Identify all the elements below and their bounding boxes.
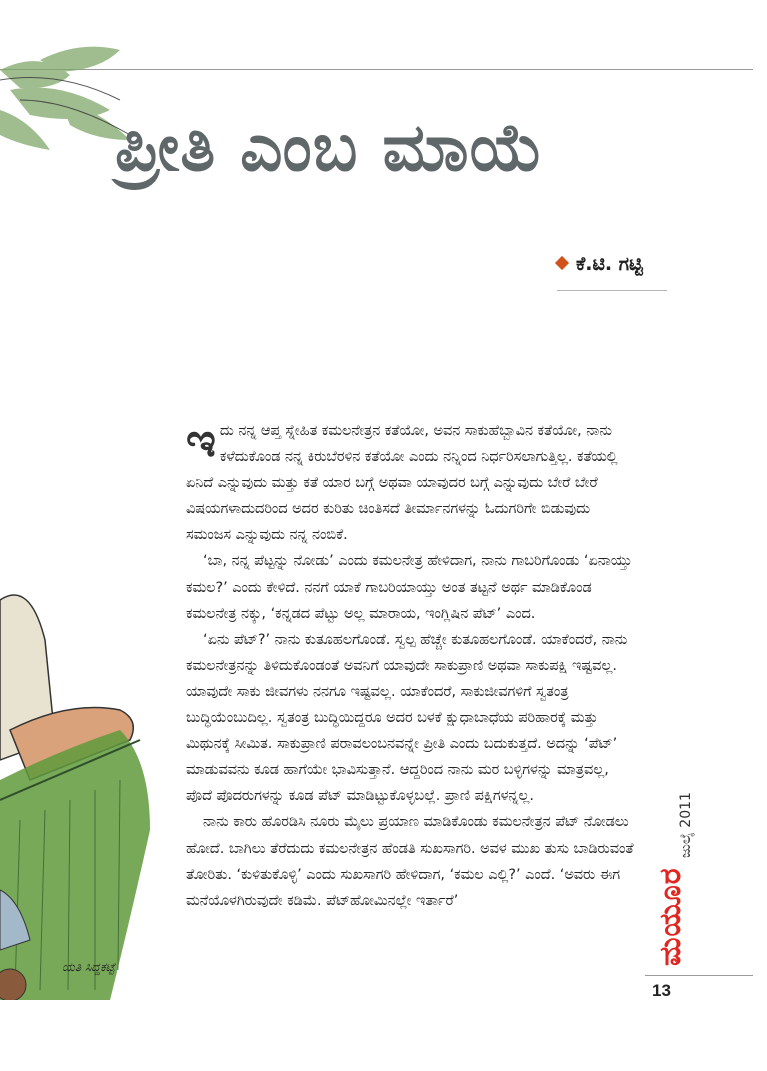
paragraph: ನಾನು ಕಾರು ಹೊರಡಿಸಿ ನೂರು ಮೈಲು ಪ್ರಯಾಣ ಮಾಡಿಕೊಂಡು ಕಮಲನೇತ್ರನ ಪೆಟ್ ನೋಡಲು ಹೋದೆ. ಬಾಗಿಲು ತೆರೆದುದು ಕಮಲನೇತ್ರನ ಹೆಂಡತಿ ಸುಖಸಾಗರಿ. ಅವಳ ಮುಖ ತುಸು ಬಾಡಿರುವಂತೆ ತೋರಿತು. ‘ಕುಳಿತುಕೊಳ್ಳಿ’ ಎಂದು ಸುಖಸಾಗರಿ ಹೇಳಿದಾಗ, ‘ಕಮಲ ಎಲ್ಲಿ?’ ಎಂದೆ. ‘ಅವರು ಈಗ ಮನೆಯೊಳಗಿರುವುದೇ ಕಡಿಮೆ. ಪೆಟ್‌ಹೋಮಿನಲ್ಲೇ ಇರ್ತಾರೆ’: [186, 814, 634, 909]
issue-date: ಜುಲೈ 2011: [678, 792, 694, 858]
diamond-bullet-icon: [555, 256, 569, 270]
person-on-sofa-illustration: [0, 595, 150, 1000]
illustrator-signature: ಯತಿ ಸಿದ್ದಕಟ್ಟೆ: [62, 960, 115, 974]
footer-rule: [645, 975, 753, 976]
drop-cap: ಇ: [186, 413, 216, 467]
foliage-illustration: [0, 47, 130, 150]
author-name: ಕೆ.ಟಿ. ಗಟ್ಟಿ: [576, 253, 643, 275]
paragraph: ‘ಬಾ, ನನ್ನ ಪೆಟ್ಟನ್ನು ನೋಡು’ ಎಂದು ಕಮಲನೇತ್ರ ಹೇಳಿದಾಗ, ನಾನು ಗಾಬರಿಗೊಂಡು ‘ಏನಾಯ್ತು ಕಮಲ?’ ಎಂದು ಕೇಳಿದೆ. ನನಗೆ ಯಾಕೆ ಗಾಬರಿಯಾಯ್ತು ಅಂತ ತಟ್ಟನೆ ಅರ್ಥ ಮಾಡಿಕೊಂಡ ಕಮಲನೇತ್ರ ನಕ್ಕು, ‘ಕನ್ನಡದ ಪೆಟ್ಟು ಅಲ್ಲ ಮಾರಾಯ, ಇಂಗ್ಲಿಷಿನ ಪೆಟ್’ ಎಂದ.: [186, 553, 633, 622]
byline-rule: [557, 290, 667, 291]
paragraph: ಇದು ನನ್ನ ಆಪ್ತ ಸ್ನೇಹಿತ ಕಮಲನೇತ್ರನ ಕತೆಯೋ, ಅವನ ಸಾಕುಹೆಬ್ಬಾವಿನ ಕತೆಯೋ, ನಾನು ಕಳೆದುಕೊಂಡ ನನ್ನ ಕಿರುಬೆರಳಿನ ಕತೆಯೋ ಎಂದು ನನ್ನಿಂದ ನಿರ್ಧರಿಸಲಾಗುತ್ತಿಲ್ಲ. ಕತೆಯಲ್ಲಿ ಏನಿದೆ ಎನ್ನುವುದು ಮತ್ತು ಕತೆ ಯಾರ ಬಗ್ಗೆ ಅಥವಾ ಯಾವುದರ ಬಗ್ಗೆ ಎನ್ನುವುದು ಬೇರೆ ಬೇರೆ ವಿಷಯಗಳಾದುದರಿಂದ ಅದರ ಕುರಿತು ಚಿಂತಿಸದೆ ತೀರ್ಮಾನಗಳನ್ನು ಓದುಗರಿಗೇ ಬಿಡುವುದು ಸಮಂಜಸ ಎನ್ನುವುದು ನನ್ನ ನಂಬಿಕೆ.: [186, 413, 618, 544]
article-title: ಪ್ರೀತಿ ಎಂಬ ಮಾಯೆ: [115, 109, 544, 186]
article-body: [186, 413, 636, 914]
magazine-logo: ಮಯೂರ: [653, 867, 688, 966]
page-number: 13: [652, 981, 671, 1000]
paragraph: ‘ಏನು ಪೆಟ್?’ ನಾನು ಕುತೂಹಲಗೊಂಡೆ. ಸ್ವಲ್ಪ ಹೆಚ್ಚೇ ಕುತೂಹಲಗೊಂಡೆ. ಯಾಕೆಂದರೆ, ನಾನು ಕಮಲನೇತ್ರನನ್ನು ತಿಳಿದುಕೊಂಡಂತೆ ಅವನಿಗೆ ಯಾವುದೇ ಸಾಕುಪ್ರಾಣಿ ಅಥವಾ ಸಾಕುಪಕ್ಷಿ ಇಷ್ಟವಲ್ಲ. ಯಾವುದೇ ಸಾಕು ಜೀವಗಳು ನನಗೂ ಇಷ್ಟವಲ್ಲ. ಯಾಕೆಂದರೆ, ಸಾಕುಜೀವಗಳಿಗೆ ಸ್ವತಂತ್ರ ಬುದ್ಧಿಯೆಂಬುದಿಲ್ಲ. ಸ್ವತಂತ್ರ ಬುದ್ಧಿಯಿದ್ದರೂ ಅದರ ಬಳಕೆ ಕ್ಷುಧಾಬಾಧೆಯ ಪರಿಹಾರಕ್ಕೆ ಮತ್ತು ಮಿಥುನಕ್ಕೆ ಸೀಮಿತ. ಸಾಕುಪ್ರಾಣಿ ಪರಾವಲಂಬನವನ್ನೇ ಪ್ರೀತಿ ಎಂದು ಬದುಕುತ್ತದೆ. ಅದನ್ನು ‘ಪೆಟ್’ ಮಾಡುವವನು ಕೂಡ ಹಾಗೆಯೇ ಭಾವಿಸುತ್ತಾನೆ. ಆದ್ದರಿಂದ ನಾನು ಮರ ಬಳ್ಳಿಗಳನ್ನು ಮಾತ್ರವಲ್ಲ, ಪೊದೆ ಪೊದರುಗಳನ್ನು ಕೂಡ ಪೆಟ್ ಮಾಡಿಟ್ಟುಕೊಳ್ಳಬಲ್ಲೆ. ಪ್ರಾಣಿ ಪಕ್ಷಿಗಳನ್ನಲ್ಲ.: [186, 631, 628, 805]
author-byline: [557, 253, 643, 275]
